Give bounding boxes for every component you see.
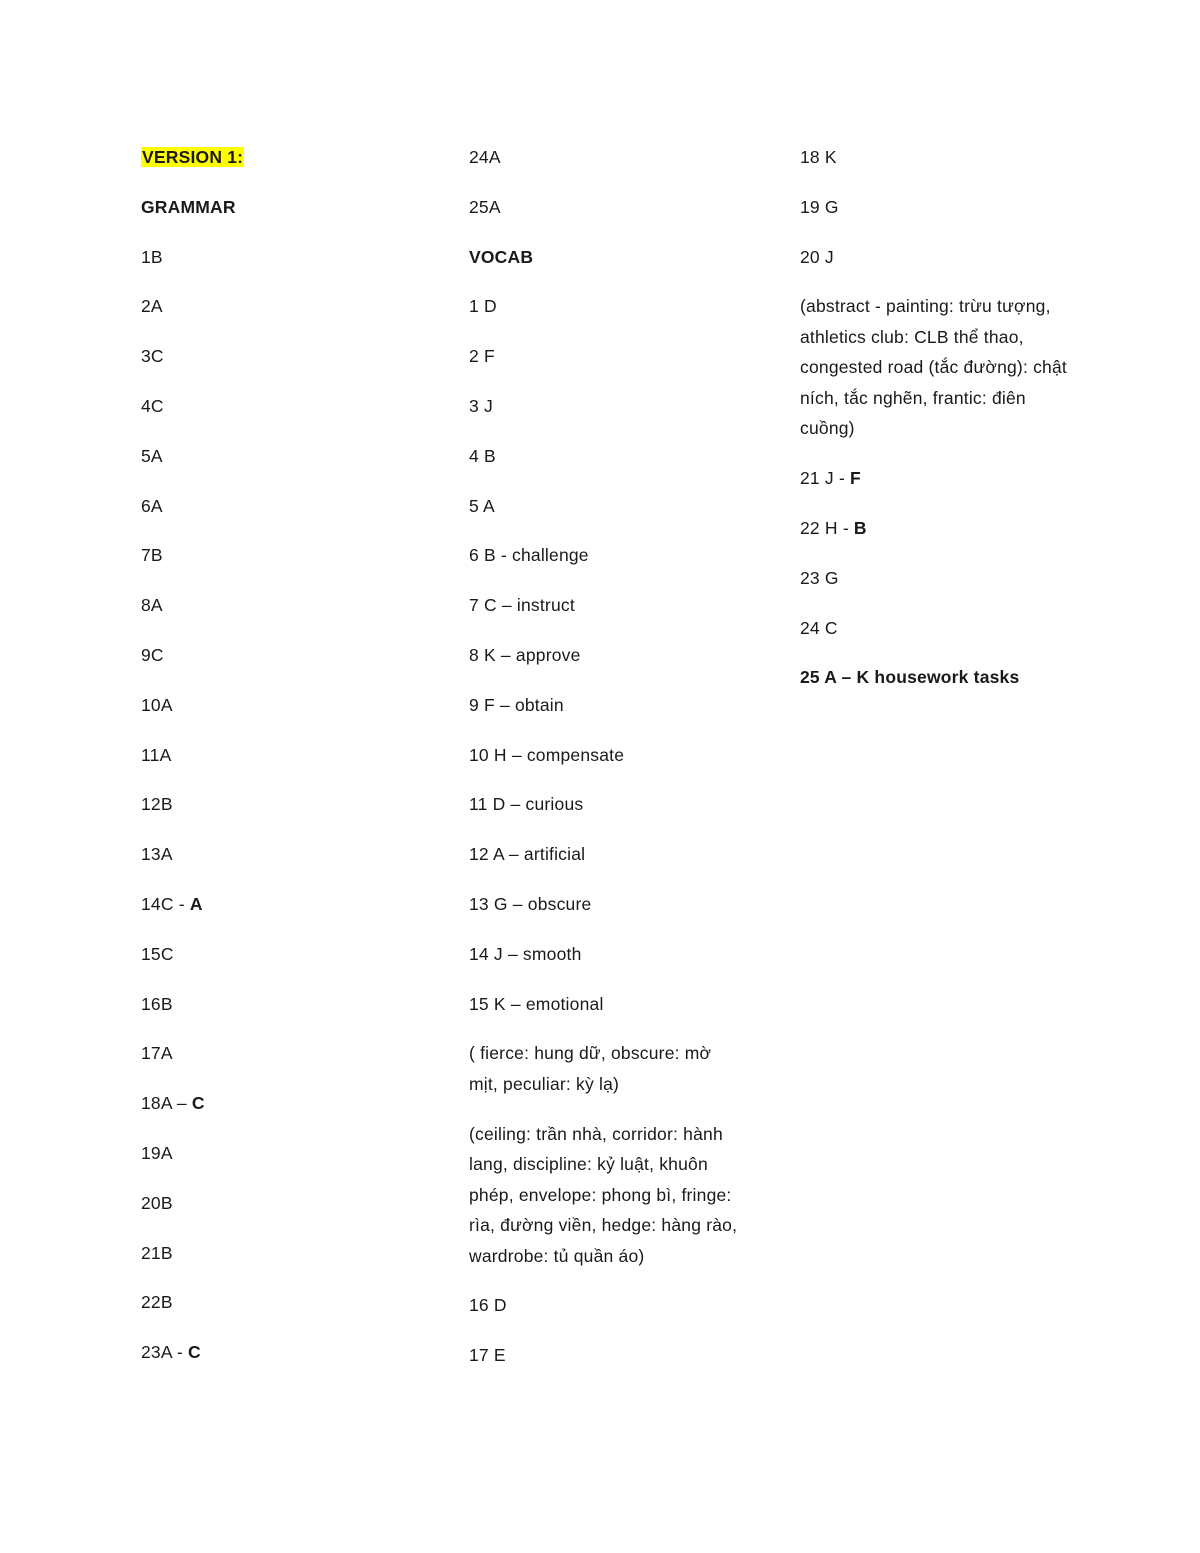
answer-text: 19A <box>141 1142 173 1163</box>
answer-line <box>800 142 1070 173</box>
answer-text: 25A <box>469 196 501 217</box>
answer-text: GRAMMAR <box>141 196 236 217</box>
answer-line <box>469 740 739 771</box>
answer-text: 24 C <box>800 617 838 638</box>
answer-line <box>141 839 431 870</box>
answer-line <box>141 1238 431 1269</box>
answer-text: 22B <box>141 1292 173 1313</box>
answer-note <box>469 1038 739 1099</box>
answer-text: 20 J <box>800 246 834 267</box>
answer-note <box>800 291 1070 444</box>
answer-line <box>141 1188 431 1219</box>
answer-text: 2A <box>141 296 163 317</box>
answer-line <box>469 590 739 621</box>
answer-text: 4C <box>141 395 164 416</box>
column-vocab <box>469 142 739 1390</box>
answer-text: 3C <box>141 346 164 367</box>
answer-line <box>469 839 739 870</box>
corrected-answer: C <box>191 1093 205 1114</box>
answer-line <box>469 441 739 472</box>
column-vocab-continued <box>800 142 1070 712</box>
answer-text: 20B <box>141 1192 173 1213</box>
answer-line <box>141 690 431 721</box>
answer-text: 9 F – obtain <box>469 694 564 715</box>
answer-line <box>469 690 739 721</box>
answer-text: 25 A – K housework tasks <box>800 667 1020 688</box>
answer-text: 23 G <box>800 567 839 588</box>
answer-line <box>141 939 431 970</box>
answer-line <box>800 463 1070 494</box>
answer-text: 14C - <box>141 893 190 914</box>
answer-line <box>141 640 431 671</box>
answer-line <box>141 740 431 771</box>
answer-text: 15 K – emotional <box>469 993 604 1014</box>
answer-line <box>800 242 1070 273</box>
answer-line <box>141 391 431 422</box>
answer-line <box>141 889 431 920</box>
answer-line <box>469 291 739 322</box>
answer-text: 11A <box>141 744 172 765</box>
answer-text: 9C <box>141 644 164 665</box>
column-grammar <box>141 142 431 1387</box>
answer-text: 17 E <box>469 1345 506 1366</box>
corrected-answer: C <box>187 1342 201 1363</box>
answer-text: 16 D <box>469 1295 507 1316</box>
answer-line <box>141 540 431 571</box>
answer-line <box>469 1290 739 1321</box>
answer-line <box>469 192 739 223</box>
answer-line <box>800 662 1070 693</box>
answer-text: VERSION 1: <box>142 147 244 167</box>
answer-text: 15C <box>141 943 174 964</box>
answer-line <box>800 513 1070 544</box>
answer-line <box>469 640 739 671</box>
corrected-answer: B <box>853 517 867 538</box>
answer-text: 5A <box>141 445 163 466</box>
answer-text: (abstract - painting: trừu tượng, athletics club: CLB thể thao, congested road (tắc đường): chật ních, tắc nghẽn, frantic: điên cuồng) <box>800 296 1067 439</box>
corrected-answer: F <box>850 468 861 489</box>
answer-line <box>141 1287 431 1318</box>
answer-text: 1B <box>141 246 163 267</box>
answer-line <box>469 1340 739 1371</box>
answer-line <box>141 441 431 472</box>
answer-line <box>469 889 739 920</box>
answer-text: 4 B <box>469 445 496 466</box>
answer-line <box>800 613 1070 644</box>
answer-line <box>469 491 739 522</box>
answer-text: 18 K <box>800 147 837 167</box>
answer-text: 13 G – obscure <box>469 893 592 914</box>
answer-text: 19 G <box>800 196 839 217</box>
answer-line <box>469 391 739 422</box>
answer-text: 2 F <box>469 346 495 367</box>
answer-text: 14 J – smooth <box>469 943 582 964</box>
answer-line <box>141 1337 431 1368</box>
answer-line <box>469 540 739 571</box>
answer-text: (ceiling: trần nhà, corridor: hành lang, discipline: kỷ luật, khuôn phép, envelope: phong bì, fringe: rìa, đường viền, hedge: hàng rào, wardrobe: tủ quần áo) <box>469 1123 738 1266</box>
answer-line <box>141 491 431 522</box>
answer-text: 21 J - <box>800 468 851 489</box>
answer-text: 5 A <box>469 495 495 516</box>
answer-line <box>469 142 739 173</box>
answer-text: 7 C – instruct <box>469 595 575 616</box>
answer-line <box>469 789 739 820</box>
answer-line <box>141 192 431 223</box>
answer-text: 13A <box>141 844 173 865</box>
answer-line <box>469 242 739 273</box>
answer-text: 21B <box>141 1242 173 1263</box>
answer-text: 12B <box>141 794 173 815</box>
answer-text: ( fierce: hung dữ, obscure: mờ mịt, peculiar: kỳ lạ) <box>469 1043 712 1094</box>
answer-line <box>469 939 739 970</box>
answer-text: 6 B - challenge <box>469 545 589 566</box>
answer-text: 10A <box>141 694 173 715</box>
answer-line <box>141 1138 431 1169</box>
answer-line <box>800 563 1070 594</box>
answer-line <box>141 242 431 273</box>
answer-text: 11 D – curious <box>469 794 584 815</box>
answer-text: 10 H – compensate <box>469 744 625 765</box>
answer-text: 3 J <box>469 395 493 416</box>
answer-line <box>469 341 739 372</box>
answer-text: 18A – <box>141 1093 192 1114</box>
answer-note <box>469 1119 739 1272</box>
answer-text: 16B <box>141 993 173 1014</box>
answer-text: 12 A – artificial <box>469 844 586 865</box>
answer-text: 1 D <box>469 296 497 317</box>
answer-line <box>141 1088 431 1119</box>
answer-text: 23A - <box>141 1342 188 1363</box>
answer-text: 17A <box>141 1043 173 1064</box>
answer-text: 24A <box>469 147 501 167</box>
answer-line <box>141 590 431 621</box>
answer-line <box>141 142 431 173</box>
answer-text: 7B <box>141 545 163 566</box>
corrected-answer: A <box>189 893 203 914</box>
answer-line <box>141 989 431 1020</box>
answer-line <box>469 989 739 1020</box>
answer-line <box>141 291 431 322</box>
answer-text: VOCAB <box>469 246 534 267</box>
answer-text: 22 H - <box>800 517 854 538</box>
answer-line <box>141 1038 431 1069</box>
answer-line <box>141 789 431 820</box>
answer-text: 6A <box>141 495 163 516</box>
answer-text: 8A <box>141 595 163 616</box>
answer-text: 8 K – approve <box>469 644 581 665</box>
answer-line <box>141 341 431 372</box>
answer-line <box>800 192 1070 223</box>
